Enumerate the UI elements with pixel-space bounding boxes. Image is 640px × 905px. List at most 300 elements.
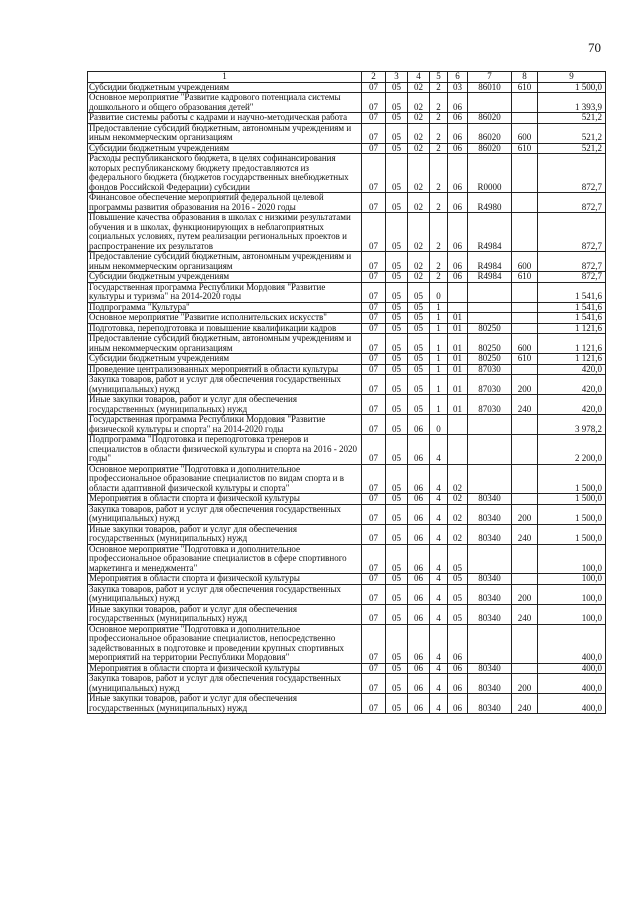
expense-type-cell [512, 663, 538, 674]
expense-type-cell [512, 494, 538, 505]
direction-cell [468, 93, 512, 113]
row-name-cell: Иные закупки товаров, работ и услуг для обеспечения государственных (муниципальных) нужд [88, 524, 362, 544]
direction-cell: 86010 [468, 82, 512, 93]
event-cell: 02 [448, 504, 468, 524]
subprogram-cell: 1 [430, 364, 448, 375]
row-name-cell: Мероприятия в области спорта и физической культуры [88, 663, 362, 674]
subprogram-cell: 4 [430, 624, 448, 663]
direction-cell: R4984 [468, 272, 512, 283]
section-cell: 07 [362, 282, 386, 302]
row-name-cell: Закупка товаров, работ и услуг для обеспечения государственных (муниципальных) нужд [88, 504, 362, 524]
event-cell: 06 [448, 272, 468, 283]
event-cell: 06 [448, 674, 468, 694]
subsection-cell: 05 [386, 674, 408, 694]
row-name-cell: Основное мероприятие "Подготовка и дополнительное профессиональное образование специалистов в сфере спортивного маркетинга и менеджмента" [88, 544, 362, 574]
expense-type-cell: 600 [512, 123, 538, 143]
amount-cell: 1 541,6 [538, 282, 606, 302]
expense-type-cell [512, 464, 538, 494]
amount-cell: 400,0 [538, 694, 606, 714]
subsection-cell: 05 [386, 584, 408, 604]
subprogram-cell: 2 [430, 193, 448, 213]
row-name-cell: Повышение качества образования в школах с низкими результатами обучения и в школах, функционирующих в неблагоприятных социальных условиях, путем реализации региональных проектов и распространение их результатов [88, 213, 362, 252]
header-cell: 6 [448, 72, 468, 83]
subsection-cell: 05 [386, 113, 408, 124]
subsection-cell: 05 [386, 624, 408, 663]
expense-type-cell: 200 [512, 504, 538, 524]
section-cell: 07 [362, 464, 386, 494]
program-cell: 06 [408, 464, 430, 494]
event-cell: 06 [448, 213, 468, 252]
section-cell: 07 [362, 604, 386, 624]
direction-cell [468, 435, 512, 465]
table-row [88, 334, 606, 354]
program-cell: 05 [408, 323, 430, 334]
direction-cell: R4980 [468, 193, 512, 213]
header-cell: 2 [362, 72, 386, 83]
program-cell: 02 [408, 154, 430, 193]
row-name-cell: Подпрограмма "Культура" [88, 302, 362, 313]
row-name-cell: Расходы республиканского бюджета, в целях софинансирования которых республиканскому бюджету предоставляются из федерального бюджета (бюджетов государственных внебюджетных фондов Российской Федерации) субсидии [88, 154, 362, 193]
section-cell: 07 [362, 323, 386, 334]
program-cell: 02 [408, 113, 430, 124]
table-row [88, 154, 606, 193]
amount-cell: 521,2 [538, 143, 606, 154]
program-cell: 05 [408, 354, 430, 365]
subsection-cell: 05 [386, 694, 408, 714]
program-cell: 06 [408, 524, 430, 544]
table-row [88, 93, 606, 113]
program-cell: 05 [408, 302, 430, 313]
event-cell: 06 [448, 93, 468, 113]
expense-type-cell [512, 364, 538, 375]
subprogram-cell: 1 [430, 395, 448, 415]
event-cell: 05 [448, 604, 468, 624]
event-cell: 02 [448, 494, 468, 505]
direction-cell [468, 282, 512, 302]
subprogram-cell: 4 [430, 694, 448, 714]
event-cell [448, 282, 468, 302]
program-cell: 02 [408, 93, 430, 113]
event-cell: 01 [448, 375, 468, 395]
direction-cell [468, 464, 512, 494]
expense-type-cell [512, 302, 538, 313]
amount-cell: 100,0 [538, 544, 606, 574]
program-cell: 06 [408, 674, 430, 694]
table-row [88, 213, 606, 252]
amount-cell: 1 541,6 [538, 302, 606, 313]
section-cell: 07 [362, 334, 386, 354]
table-body [88, 82, 606, 714]
subsection-cell: 05 [386, 524, 408, 544]
table-row [88, 604, 606, 624]
expense-type-cell [512, 624, 538, 663]
subprogram-cell: 2 [430, 113, 448, 124]
subprogram-cell: 4 [430, 663, 448, 674]
subprogram-cell: 1 [430, 334, 448, 354]
subsection-cell: 05 [386, 123, 408, 143]
subprogram-cell: 1 [430, 375, 448, 395]
row-name-cell: Основное мероприятие "Подготовка и дополнительное профессиональное образование специалистов, непосредственно задействованных в подготовке и проведении крупных спортивных мероприятий на территории Республики Мордовия" [88, 624, 362, 663]
program-cell: 06 [408, 574, 430, 585]
row-name-cell: Закупка товаров, работ и услуг для обеспечения государственных (муниципальных) нужд [88, 375, 362, 395]
row-name-cell: Предоставление субсидий бюджетным, автономным учреждениям и иным некоммерческим организациям [88, 123, 362, 143]
table-row [88, 524, 606, 544]
table-row [88, 544, 606, 574]
direction-cell [468, 624, 512, 663]
subsection-cell: 05 [386, 604, 408, 624]
subsection-cell: 05 [386, 464, 408, 494]
direction-cell: 80340 [468, 674, 512, 694]
table-row [88, 82, 606, 93]
table-row [88, 494, 606, 505]
event-cell: 01 [448, 334, 468, 354]
event-cell: 02 [448, 464, 468, 494]
amount-cell: 872,7 [538, 252, 606, 272]
direction-cell: 80250 [468, 334, 512, 354]
subprogram-cell: 4 [430, 584, 448, 604]
subprogram-cell: 4 [430, 435, 448, 465]
amount-cell: 400,0 [538, 663, 606, 674]
row-name-cell: Субсидии бюджетным учреждениям [88, 272, 362, 283]
program-cell: 02 [408, 123, 430, 143]
amount-cell: 1 121,6 [538, 323, 606, 334]
table-row [88, 143, 606, 154]
section-cell: 07 [362, 354, 386, 365]
table-row [88, 323, 606, 334]
expense-type-cell [512, 154, 538, 193]
table-row [88, 302, 606, 313]
program-cell: 06 [408, 415, 430, 435]
subprogram-cell: 4 [430, 494, 448, 505]
amount-cell: 400,0 [538, 624, 606, 663]
row-name-cell: Проведение централизованных мероприятий в области культуры [88, 364, 362, 375]
direction-cell: 80340 [468, 584, 512, 604]
row-name-cell: Субсидии бюджетным учреждениям [88, 143, 362, 154]
event-cell: 05 [448, 574, 468, 585]
event-cell: 01 [448, 313, 468, 324]
program-cell: 06 [408, 504, 430, 524]
expense-type-cell [512, 574, 538, 585]
direction-cell: 86020 [468, 123, 512, 143]
expense-type-cell: 610 [512, 143, 538, 154]
program-cell: 05 [408, 364, 430, 375]
event-cell: 01 [448, 395, 468, 415]
program-cell: 02 [408, 213, 430, 252]
direction-cell [468, 302, 512, 313]
amount-cell: 872,7 [538, 272, 606, 283]
program-cell: 06 [408, 494, 430, 505]
section-cell: 07 [362, 272, 386, 283]
direction-cell: R4984 [468, 252, 512, 272]
table-row [88, 464, 606, 494]
expense-type-cell [512, 323, 538, 334]
table-row [88, 272, 606, 283]
event-cell [448, 302, 468, 313]
header-cell: 5 [430, 72, 448, 83]
subprogram-cell: 2 [430, 252, 448, 272]
subprogram-cell: 4 [430, 604, 448, 624]
event-cell: 06 [448, 694, 468, 714]
expense-type-cell [512, 313, 538, 324]
section-cell: 07 [362, 154, 386, 193]
header-cell: 1 [88, 72, 362, 83]
section-cell: 07 [362, 524, 386, 544]
event-cell: 06 [448, 624, 468, 663]
direction-cell: 80340 [468, 604, 512, 624]
expense-type-cell: 610 [512, 354, 538, 365]
table-row [88, 624, 606, 663]
amount-cell: 1 500,0 [538, 82, 606, 93]
row-name-cell: Иные закупки товаров, работ и услуг для обеспечения государственных (муниципальных) нужд [88, 694, 362, 714]
event-cell: 01 [448, 354, 468, 365]
section-cell: 07 [362, 143, 386, 154]
subprogram-cell: 2 [430, 93, 448, 113]
section-cell: 07 [362, 375, 386, 395]
table-row [88, 694, 606, 714]
section-cell: 07 [362, 415, 386, 435]
section-cell: 07 [362, 544, 386, 574]
program-cell: 02 [408, 272, 430, 283]
event-cell: 03 [448, 82, 468, 93]
amount-cell: 1 500,0 [538, 464, 606, 494]
event-cell: 06 [448, 113, 468, 124]
subsection-cell: 05 [386, 302, 408, 313]
subprogram-cell: 4 [430, 504, 448, 524]
header-cell: 4 [408, 72, 430, 83]
row-name-cell: Подпрограмма "Подготовка и переподготовка тренеров и специалистов в области физической культуры и спорта на 2016 - 2020 годы" [88, 435, 362, 465]
program-cell: 06 [408, 435, 430, 465]
expense-type-cell [512, 544, 538, 574]
subsection-cell: 05 [386, 143, 408, 154]
subprogram-cell: 2 [430, 123, 448, 143]
subprogram-cell: 4 [430, 544, 448, 574]
table-row [88, 193, 606, 213]
direction-cell: 86020 [468, 143, 512, 154]
table-row [88, 282, 606, 302]
row-name-cell: Основное мероприятие "Подготовка и дополнительное профессиональное образование специалистов по видам спорта и в области адаптивной физической культуры и спорта" [88, 464, 362, 494]
amount-cell: 400,0 [538, 674, 606, 694]
section-cell: 07 [362, 395, 386, 415]
amount-cell: 872,7 [538, 193, 606, 213]
row-name-cell: Субсидии бюджетным учреждениям [88, 82, 362, 93]
program-cell: 05 [408, 313, 430, 324]
direction-cell: 80340 [468, 694, 512, 714]
expense-type-cell [512, 113, 538, 124]
subsection-cell: 05 [386, 213, 408, 252]
table-row [88, 415, 606, 435]
program-cell: 02 [408, 143, 430, 154]
expense-type-cell: 600 [512, 252, 538, 272]
row-name-cell: Государственная программа Республики Мордовия "Развитие культуры и туризма" на 2014-2020 годы [88, 282, 362, 302]
subsection-cell: 05 [386, 375, 408, 395]
row-name-cell: Финансовое обеспечение мероприятий федеральной целевой программы развития образования на 2016 - 2020 годы [88, 193, 362, 213]
program-cell: 05 [408, 375, 430, 395]
program-cell: 05 [408, 395, 430, 415]
amount-cell: 420,0 [538, 364, 606, 375]
event-cell: 01 [448, 364, 468, 375]
row-name-cell: Предоставление субсидий бюджетным, автономным учреждениям и иным некоммерческим организациям [88, 334, 362, 354]
amount-cell: 1 121,6 [538, 354, 606, 365]
subprogram-cell: 4 [430, 524, 448, 544]
amount-cell: 521,2 [538, 123, 606, 143]
header-cell: 8 [512, 72, 538, 83]
program-cell: 06 [408, 584, 430, 604]
amount-cell: 100,0 [538, 574, 606, 585]
header-row [88, 72, 606, 83]
row-name-cell: Основное мероприятие "Развитие кадрового потенциала системы дошкольного и общего образования детей" [88, 93, 362, 113]
section-cell: 07 [362, 93, 386, 113]
table-row [88, 674, 606, 694]
row-name-cell: Иные закупки товаров, работ и услуг для обеспечения государственных (муниципальных) нужд [88, 604, 362, 624]
section-cell: 07 [362, 364, 386, 375]
row-name-cell: Иные закупки товаров, работ и услуг для обеспечения государственных (муниципальных) нужд [88, 395, 362, 415]
event-cell: 05 [448, 544, 468, 574]
table-row [88, 504, 606, 524]
table-row [88, 313, 606, 324]
subprogram-cell: 2 [430, 272, 448, 283]
event-cell: 05 [448, 584, 468, 604]
amount-cell: 100,0 [538, 604, 606, 624]
amount-cell: 1 500,0 [538, 494, 606, 505]
section-cell: 07 [362, 574, 386, 585]
section-cell: 07 [362, 694, 386, 714]
amount-cell: 100,0 [538, 584, 606, 604]
subprogram-cell: 0 [430, 415, 448, 435]
amount-cell: 1 541,6 [538, 313, 606, 324]
subsection-cell: 05 [386, 93, 408, 113]
event-cell: 06 [448, 663, 468, 674]
section-cell: 07 [362, 193, 386, 213]
budget-table [87, 71, 606, 714]
subsection-cell: 05 [386, 193, 408, 213]
direction-cell: 80250 [468, 354, 512, 365]
program-cell: 05 [408, 282, 430, 302]
program-cell: 06 [408, 544, 430, 574]
expense-type-cell [512, 435, 538, 465]
direction-cell: R4984 [468, 213, 512, 252]
expense-type-cell: 200 [512, 674, 538, 694]
row-name-cell: Закупка товаров, работ и услуг для обеспечения государственных (муниципальных) нужд [88, 674, 362, 694]
program-cell: 02 [408, 252, 430, 272]
event-cell: 06 [448, 252, 468, 272]
section-cell: 07 [362, 123, 386, 143]
subprogram-cell: 4 [430, 674, 448, 694]
expense-type-cell: 200 [512, 584, 538, 604]
subsection-cell: 05 [386, 494, 408, 505]
direction-cell [468, 544, 512, 574]
table-row [88, 375, 606, 395]
section-cell: 07 [362, 663, 386, 674]
event-cell [448, 415, 468, 435]
subprogram-cell: 2 [430, 82, 448, 93]
direction-cell: 80340 [468, 574, 512, 585]
subprogram-cell: 1 [430, 354, 448, 365]
event-cell: 02 [448, 524, 468, 544]
direction-cell: 86020 [468, 113, 512, 124]
row-name-cell: Развитие системы работы с кадрами и научно-методическая работа [88, 113, 362, 124]
table-row [88, 663, 606, 674]
expense-type-cell [512, 213, 538, 252]
table-row [88, 354, 606, 365]
subsection-cell: 05 [386, 354, 408, 365]
program-cell: 06 [408, 604, 430, 624]
subsection-cell: 05 [386, 252, 408, 272]
direction-cell: 87030 [468, 364, 512, 375]
subsection-cell: 05 [386, 415, 408, 435]
direction-cell: 87030 [468, 375, 512, 395]
row-name-cell: Закупка товаров, работ и услуг для обеспечения государственных (муниципальных) нужд [88, 584, 362, 604]
expense-type-cell: 600 [512, 334, 538, 354]
row-name-cell: Государственная программа Республики Мордовия "Развитие физической культуры и спорта" на 2014-2020 годы [88, 415, 362, 435]
expense-type-cell [512, 282, 538, 302]
subprogram-cell: 1 [430, 323, 448, 334]
expense-type-cell [512, 415, 538, 435]
event-cell: 06 [448, 123, 468, 143]
section-cell: 07 [362, 494, 386, 505]
header-cell: 7 [468, 72, 512, 83]
amount-cell: 1 121,6 [538, 334, 606, 354]
amount-cell: 1 393,9 [538, 93, 606, 113]
section-cell: 07 [362, 82, 386, 93]
subsection-cell: 05 [386, 663, 408, 674]
event-cell: 06 [448, 143, 468, 154]
subprogram-cell: 4 [430, 574, 448, 585]
program-cell: 02 [408, 193, 430, 213]
direction-cell: 80340 [468, 504, 512, 524]
subsection-cell: 05 [386, 313, 408, 324]
subsection-cell: 05 [386, 334, 408, 354]
section-cell: 07 [362, 113, 386, 124]
amount-cell: 3 978,2 [538, 415, 606, 435]
expense-type-cell: 240 [512, 604, 538, 624]
subsection-cell: 05 [386, 154, 408, 193]
event-cell: 06 [448, 154, 468, 193]
amount-cell: 1 500,0 [538, 524, 606, 544]
subsection-cell: 05 [386, 323, 408, 334]
table-row [88, 123, 606, 143]
row-name-cell: Предоставление субсидий бюджетным, автономным учреждениям и иным некоммерческим организациям [88, 252, 362, 272]
section-cell: 07 [362, 302, 386, 313]
subsection-cell: 05 [386, 364, 408, 375]
subsection-cell: 05 [386, 574, 408, 585]
row-name-cell: Мероприятия в области спорта и физической культуры [88, 494, 362, 505]
table-row [88, 395, 606, 415]
subsection-cell: 05 [386, 395, 408, 415]
event-cell: 01 [448, 323, 468, 334]
amount-cell: 872,7 [538, 213, 606, 252]
expense-type-cell: 200 [512, 375, 538, 395]
event-cell [448, 435, 468, 465]
page-number: 70 [588, 40, 601, 55]
program-cell: 06 [408, 663, 430, 674]
amount-cell: 420,0 [538, 375, 606, 395]
amount-cell: 2 200,0 [538, 435, 606, 465]
expense-type-cell: 240 [512, 524, 538, 544]
subsection-cell: 05 [386, 504, 408, 524]
subsection-cell: 05 [386, 435, 408, 465]
table-row [88, 113, 606, 124]
direction-cell: 80250 [468, 323, 512, 334]
row-name-cell: Подготовка, переподготовка и повышение квалификации кадров [88, 323, 362, 334]
row-name-cell: Субсидии бюджетным учреждениям [88, 354, 362, 365]
amount-cell: 1 500,0 [538, 504, 606, 524]
event-cell: 06 [448, 193, 468, 213]
subprogram-cell: 0 [430, 282, 448, 302]
section-cell: 07 [362, 504, 386, 524]
subsection-cell: 05 [386, 272, 408, 283]
header-cell: 9 [538, 72, 606, 83]
subprogram-cell: 2 [430, 213, 448, 252]
